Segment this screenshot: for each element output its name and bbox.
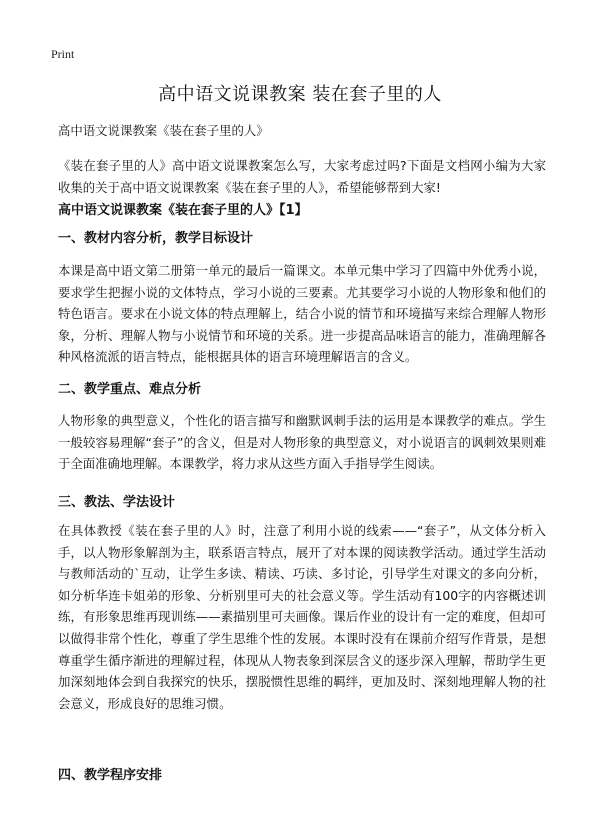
section-heading-4: 四、教学程序安排 [58,768,163,783]
section-paragraph-2: 人物形象的典型意义，个性化的语言描写和幽默讽刺手法的运用是本课教学的难点。学生一般较容易理解“套子”的含义，但是对人物形象的典型意义，对小说语言的讽刺效果则难于全面准确地理解。本课教学，将力求从这些方面入手指导学生阅读。 [58,413,546,472]
section-heading-1: 一、教材内容分析，教学目标设计 [58,231,254,246]
section-heading-3: 三、教法、学法设计 [58,495,176,510]
document-subtitle: 高中语文说课教案《装在套子里的人》 [58,123,269,138]
section-paragraph-1: 本课是高中语文第二册第一单元的最后一篇课文。本单元集中学习了四篇中外优秀小说，要求学生把握小说的文体特点，学习小说的三要素。尤其要学习小说的人物形象和他们的特色语言。要求在小说文体的特点理解上，结合小说的情节和环境描写来综合理解人物形象，分析、理解人物与小说情节和环境的关系。进一步提高品味语言的能力，准确理解各种风格流派的语言特点，能根据具体的语言环境理解语言的含义。 [58,263,546,365]
main-heading: 高中语文说课教案《装在套子里的人》【1】 [58,203,308,218]
page-title: 高中语文说课教案 装在套子里的人 [158,84,442,105]
print-label[interactable]: Print [51,47,75,61]
section-heading-2: 二、教学重点、难点分析 [58,382,202,397]
section-paragraph-3: 在具体教授《装在套子里的人》时，注意了利用小说的线索——“套子”，从文体分析入手，以人物形象解剖为主，联系语言特点，展开了对本课的阅读教学活动。通过学生活动与教师活动的`互动，让学生多读、精读、巧读、多讨论，引导学生对课文的多向分析，如分析华连卡姐弟的形象、分析别里可夫的社会意义等。学生活动有100字的内容概述训练，有形象思维再现训练——素描别里可夫画像。课后作业的设计有一定的难度，但却可以做得非常个性化，尊重了学生思维个性的发展。本课时没有在课前介绍写作背景，是想尊重学生循序渐进的理解过程，体现从人物表象到深层含义的逐步深入理解，帮助学生更加深刻地体会到自我探究的快乐，摆脱惯性思维的羁绊，更加及时、深刻地理解人物的社会意义，形成良好的思维习惯。 [58,523,546,711]
intro-paragraph: 《装在套子里的人》高中语文说课教案怎么写，大家考虑过吗?下面是文档网小编为大家收集的关于高中语文说课教案《装在套子里的人》，希望能够帮到大家! [58,158,546,195]
